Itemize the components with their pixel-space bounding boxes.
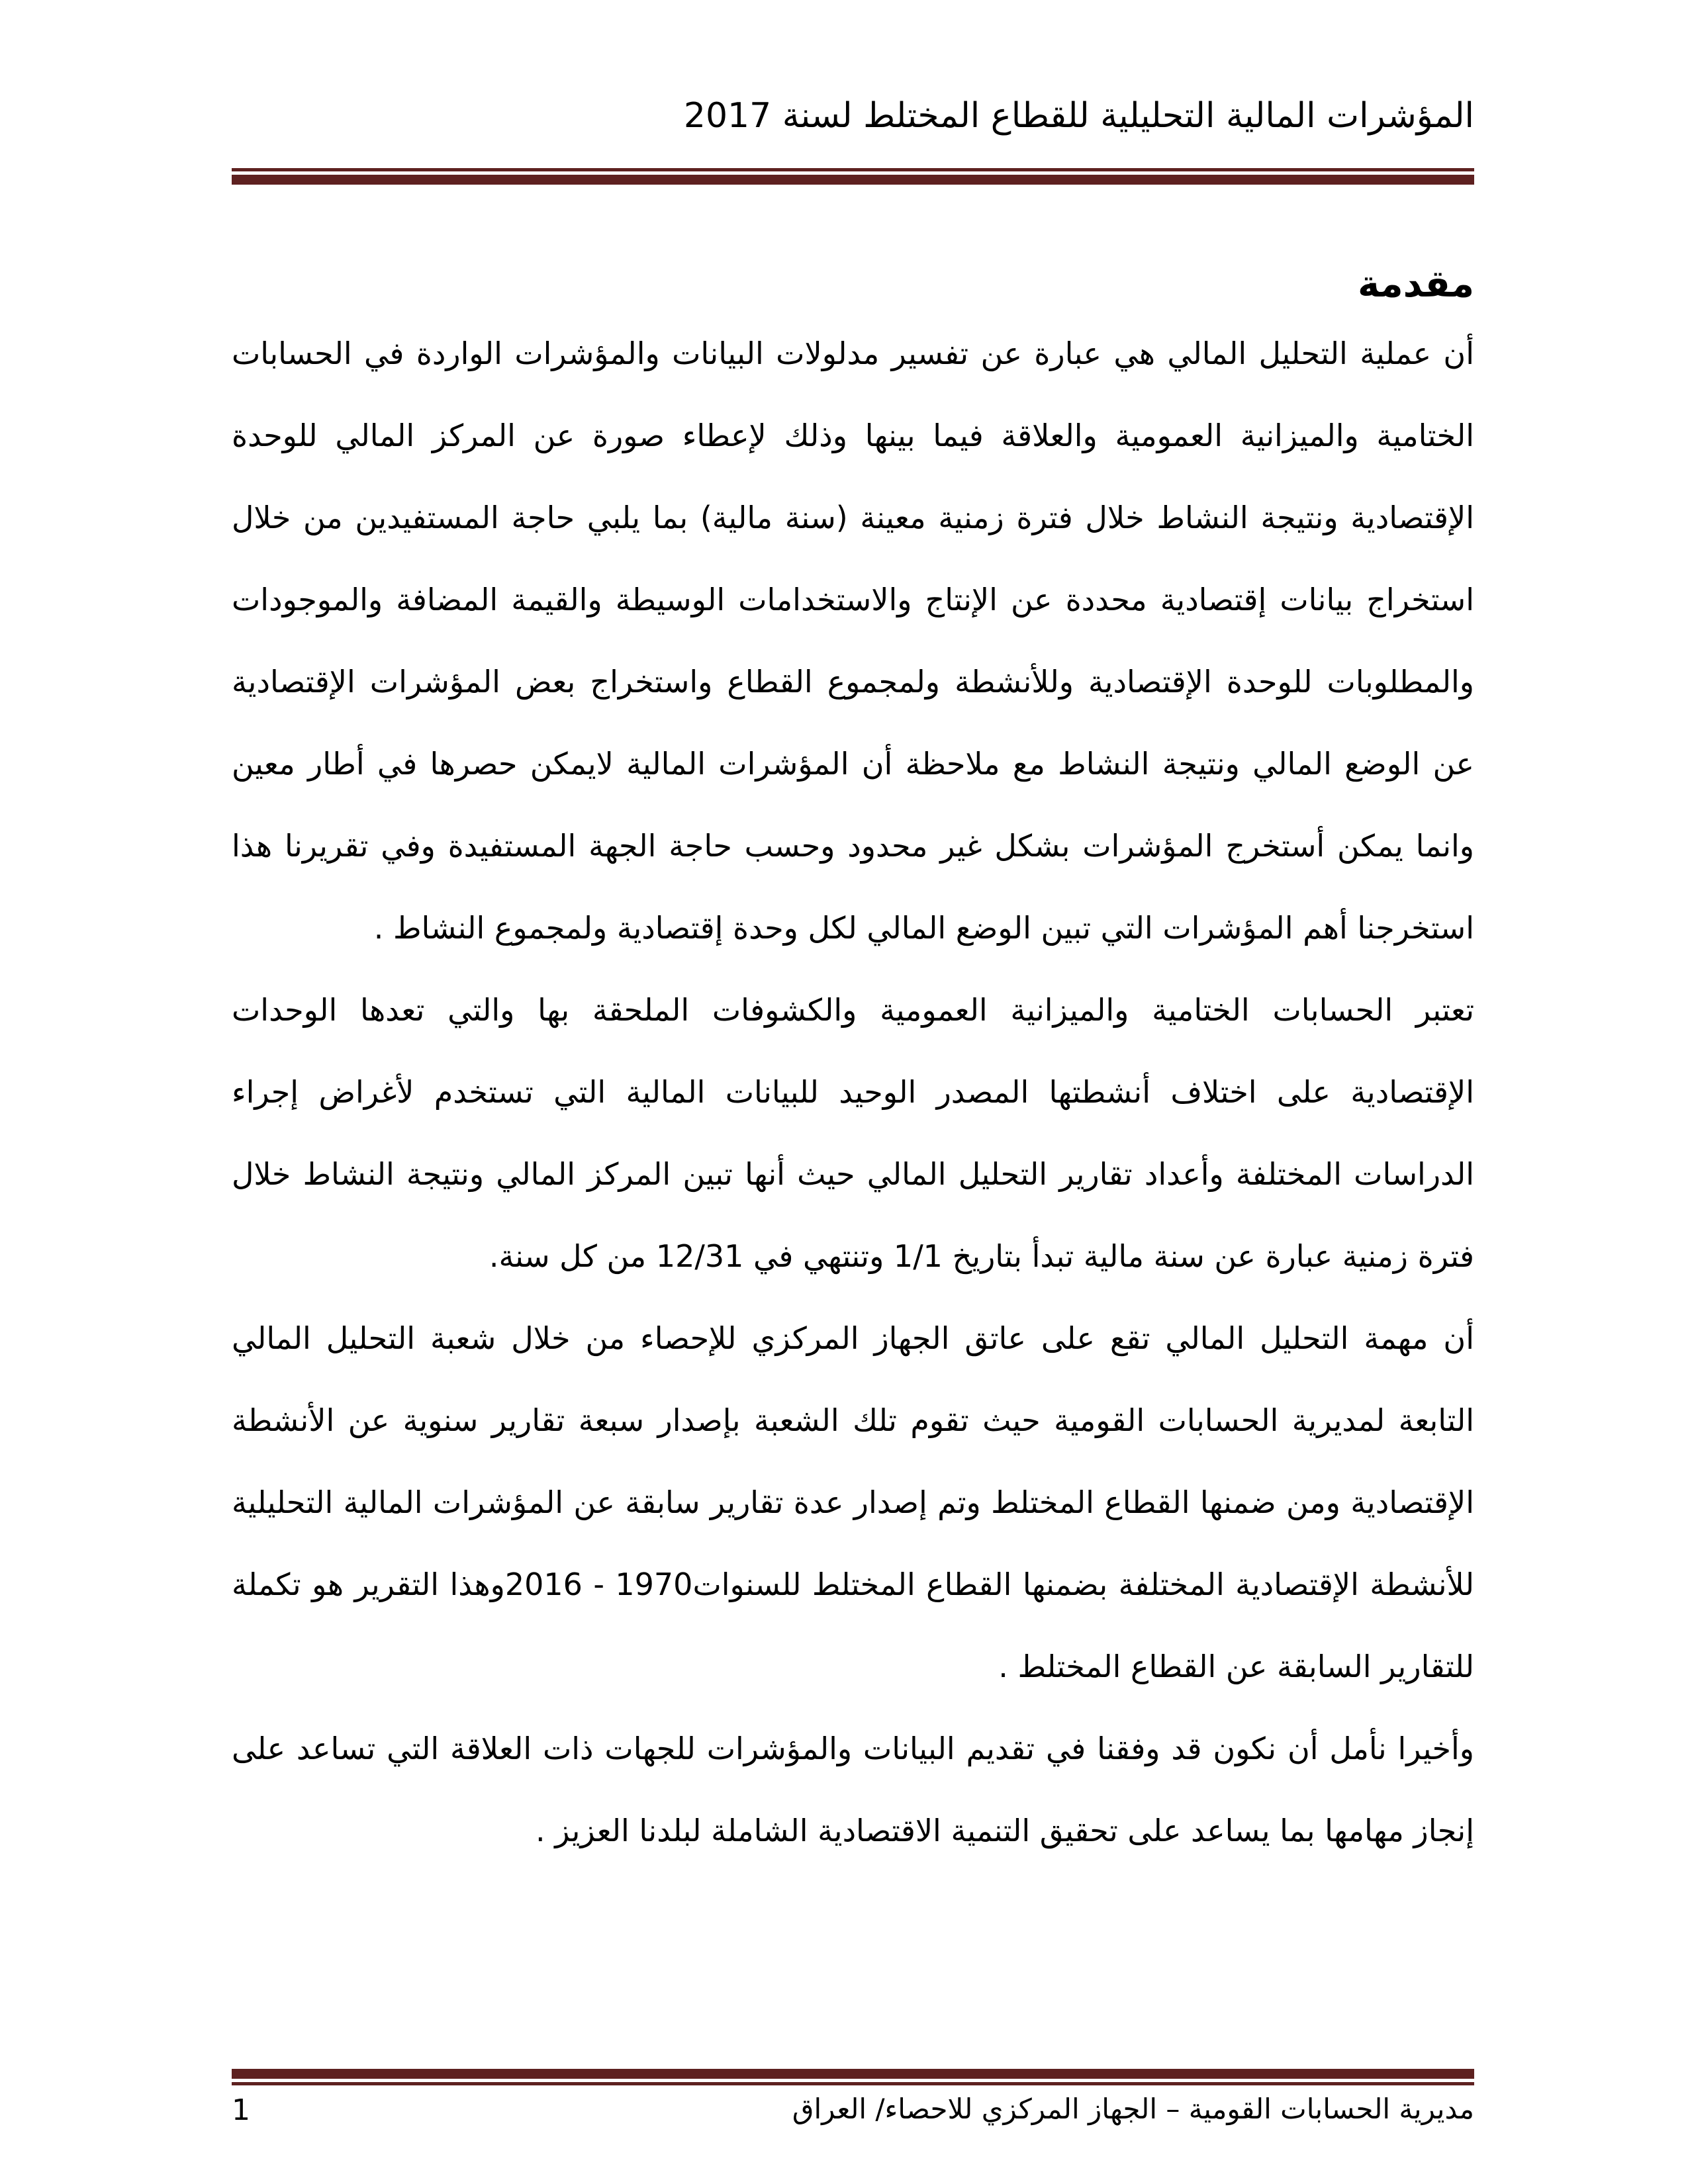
footer-rule-thin: [232, 2082, 1474, 2085]
intro-paragraph-4: وأخيرا نأمل أن نكون قد وفقنا في تقديم البيانات والمؤشرات للجهات ذات العلاقة التي تساعد على إنجاز مهامها بما يساعد على تحقيق التنمية الاقتصادية الشاملة لبلدنا العزيز .: [232, 1731, 1474, 1848]
intro-paragraph-1: أن عملية التحليل المالي هي عبارة عن تفسير مدلولات البيانات والمؤشرات الواردة في الحسابات الختامية والميزانية العمومية والعلاقة فيما بينها وذلك لإعطاء صورة عن المركز المالي للوحدة الإقتصادية ونتيجة النشاط خلال فترة زمنية معينة (سنة مالية) بما يلبي حاجة المستفيدين من خلال استخراج بيانات إقتصادية محددة عن الإنتاج والاستخدامات الوسيطة والقيمة المضافة والموجودات والمطلوبات للوحدة الإقتصادية وللأنشطة ولمجموع القطاع واستخراج بعض المؤشرات الإقتصادية عن الوضع المالي ونتيجة النشاط مع ملاحظة أن المؤشرات المالية لايمكن حصرها في أطار معين وانما يمكن أستخرج المؤشرات بشكل غير محدود وحسب حاجة الجهة المستفيدة وفي تقريرنا هذا استخرجنا أهم المؤشرات التي تبين الوضع المالي لكل وحدة إقتصادية ولمجموع النشاط .: [232, 336, 1474, 946]
footer-rule-thick: [232, 2069, 1474, 2079]
header-rule-thin: [232, 168, 1474, 171]
intro-paragraph-3: أن مهمة التحليل المالي تقع على عاتق الجهاز المركزي للإحصاء من خلال شعبة التحليل المالي التابعة لمديرية الحسابات القومية حيث تقوم تلك الشعبة بإصدار سبعة تقارير سنوية عن الأنشطة الإقتصادية ومن ضمنها القطاع المختلط وتم إصدار عدة تقارير سابقة عن المؤشرات المالية التحليلية للأنشطة الإقتصادية المختلفة بضمنها القطاع المختلط للسنوات1970 - 2016وهذا التقرير هو تكملة للتقارير السابقة عن القطاع المختلط .: [232, 1320, 1475, 1684]
section-title: مقدمة: [1358, 263, 1474, 306]
intro-paragraph-2: تعتبر الحسابات الختامية والميزانية العمومية والكشوفات الملحقة بها والتي تعدها الوحدات الإقتصادية على اختلاف أنشطتها المصدر الوحيد للبيانات المالية التي تستخدم لأغراض إجراء الدراسات المختلفة وأعداد تقارير التحليل المالي حيث أنها تبين المركز المالي ونتيجة النشاط خلال فترة زمنية عبارة عن سنة مالية تبدأ بتاريخ 1/1 وتنتهي في 12/31 من كل سنة.: [232, 992, 1474, 1274]
footer-organization: مديرية الحسابات القومية – الجهاز المركزي للاحصاء/ العراق: [792, 2093, 1474, 2125]
footer: [232, 2090, 1474, 2131]
page-number: 1: [232, 2093, 250, 2127]
header-rule-thick: [232, 175, 1474, 185]
document-body: [232, 312, 1474, 1872]
header-title: المؤشرات المالية التحليلية للقطاع المختلط لسنة 2017: [683, 96, 1474, 136]
